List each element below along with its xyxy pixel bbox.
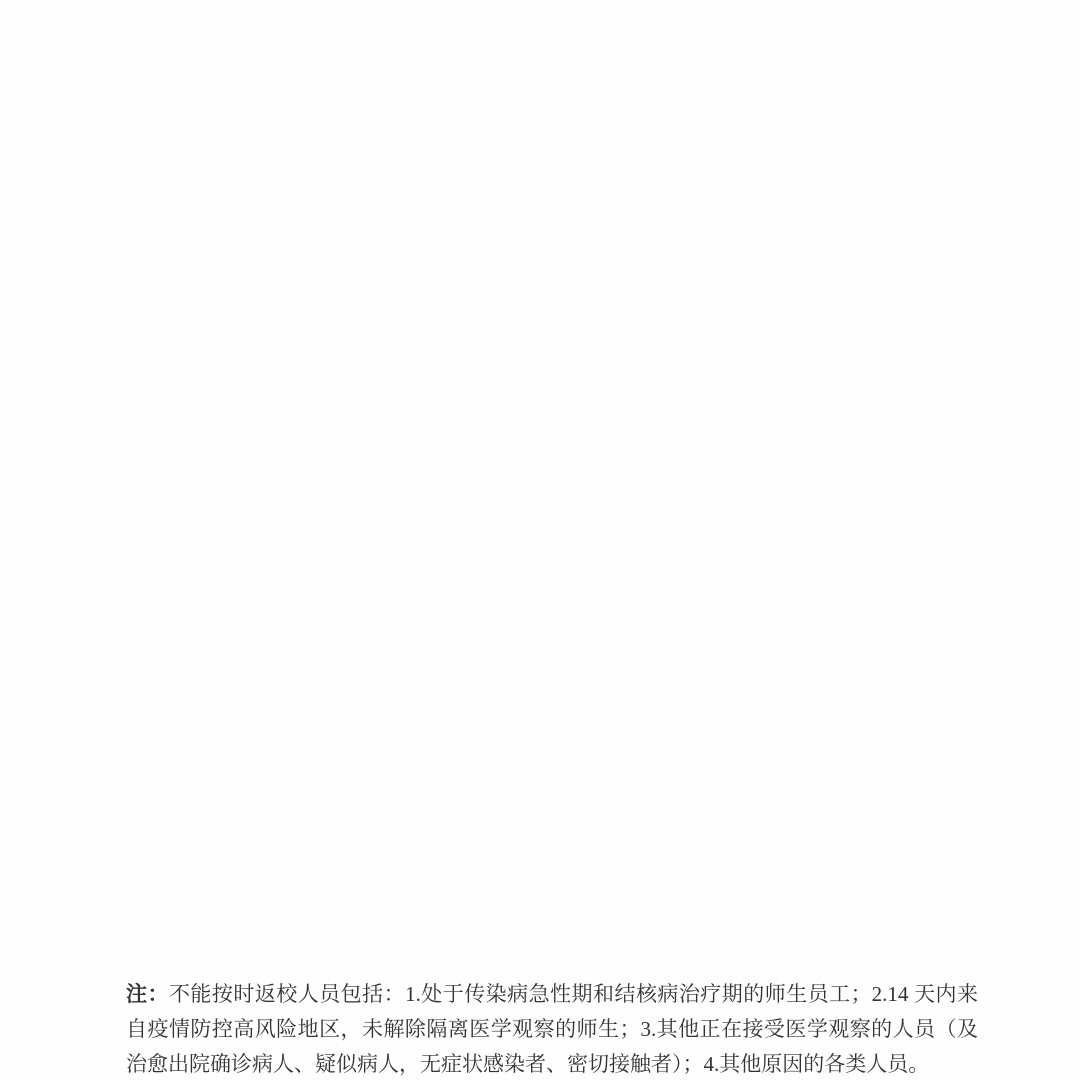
- footnote-label: 注：: [126, 982, 169, 1006]
- footnote-text: 不能按时返校人员包括：1.处于传染病急性期和结核病治疗期的师生员工；2.14 天内来自疫情防控高风险地区，未解除隔离医学观察的师生；3.其他正在接受医学观察的人员（及治愈出院确诊病人、疑似病人，无症状感染者、密切接触者）；4.其他原因的各类人员。: [126, 982, 979, 1076]
- footnote: [126, 977, 978, 1080]
